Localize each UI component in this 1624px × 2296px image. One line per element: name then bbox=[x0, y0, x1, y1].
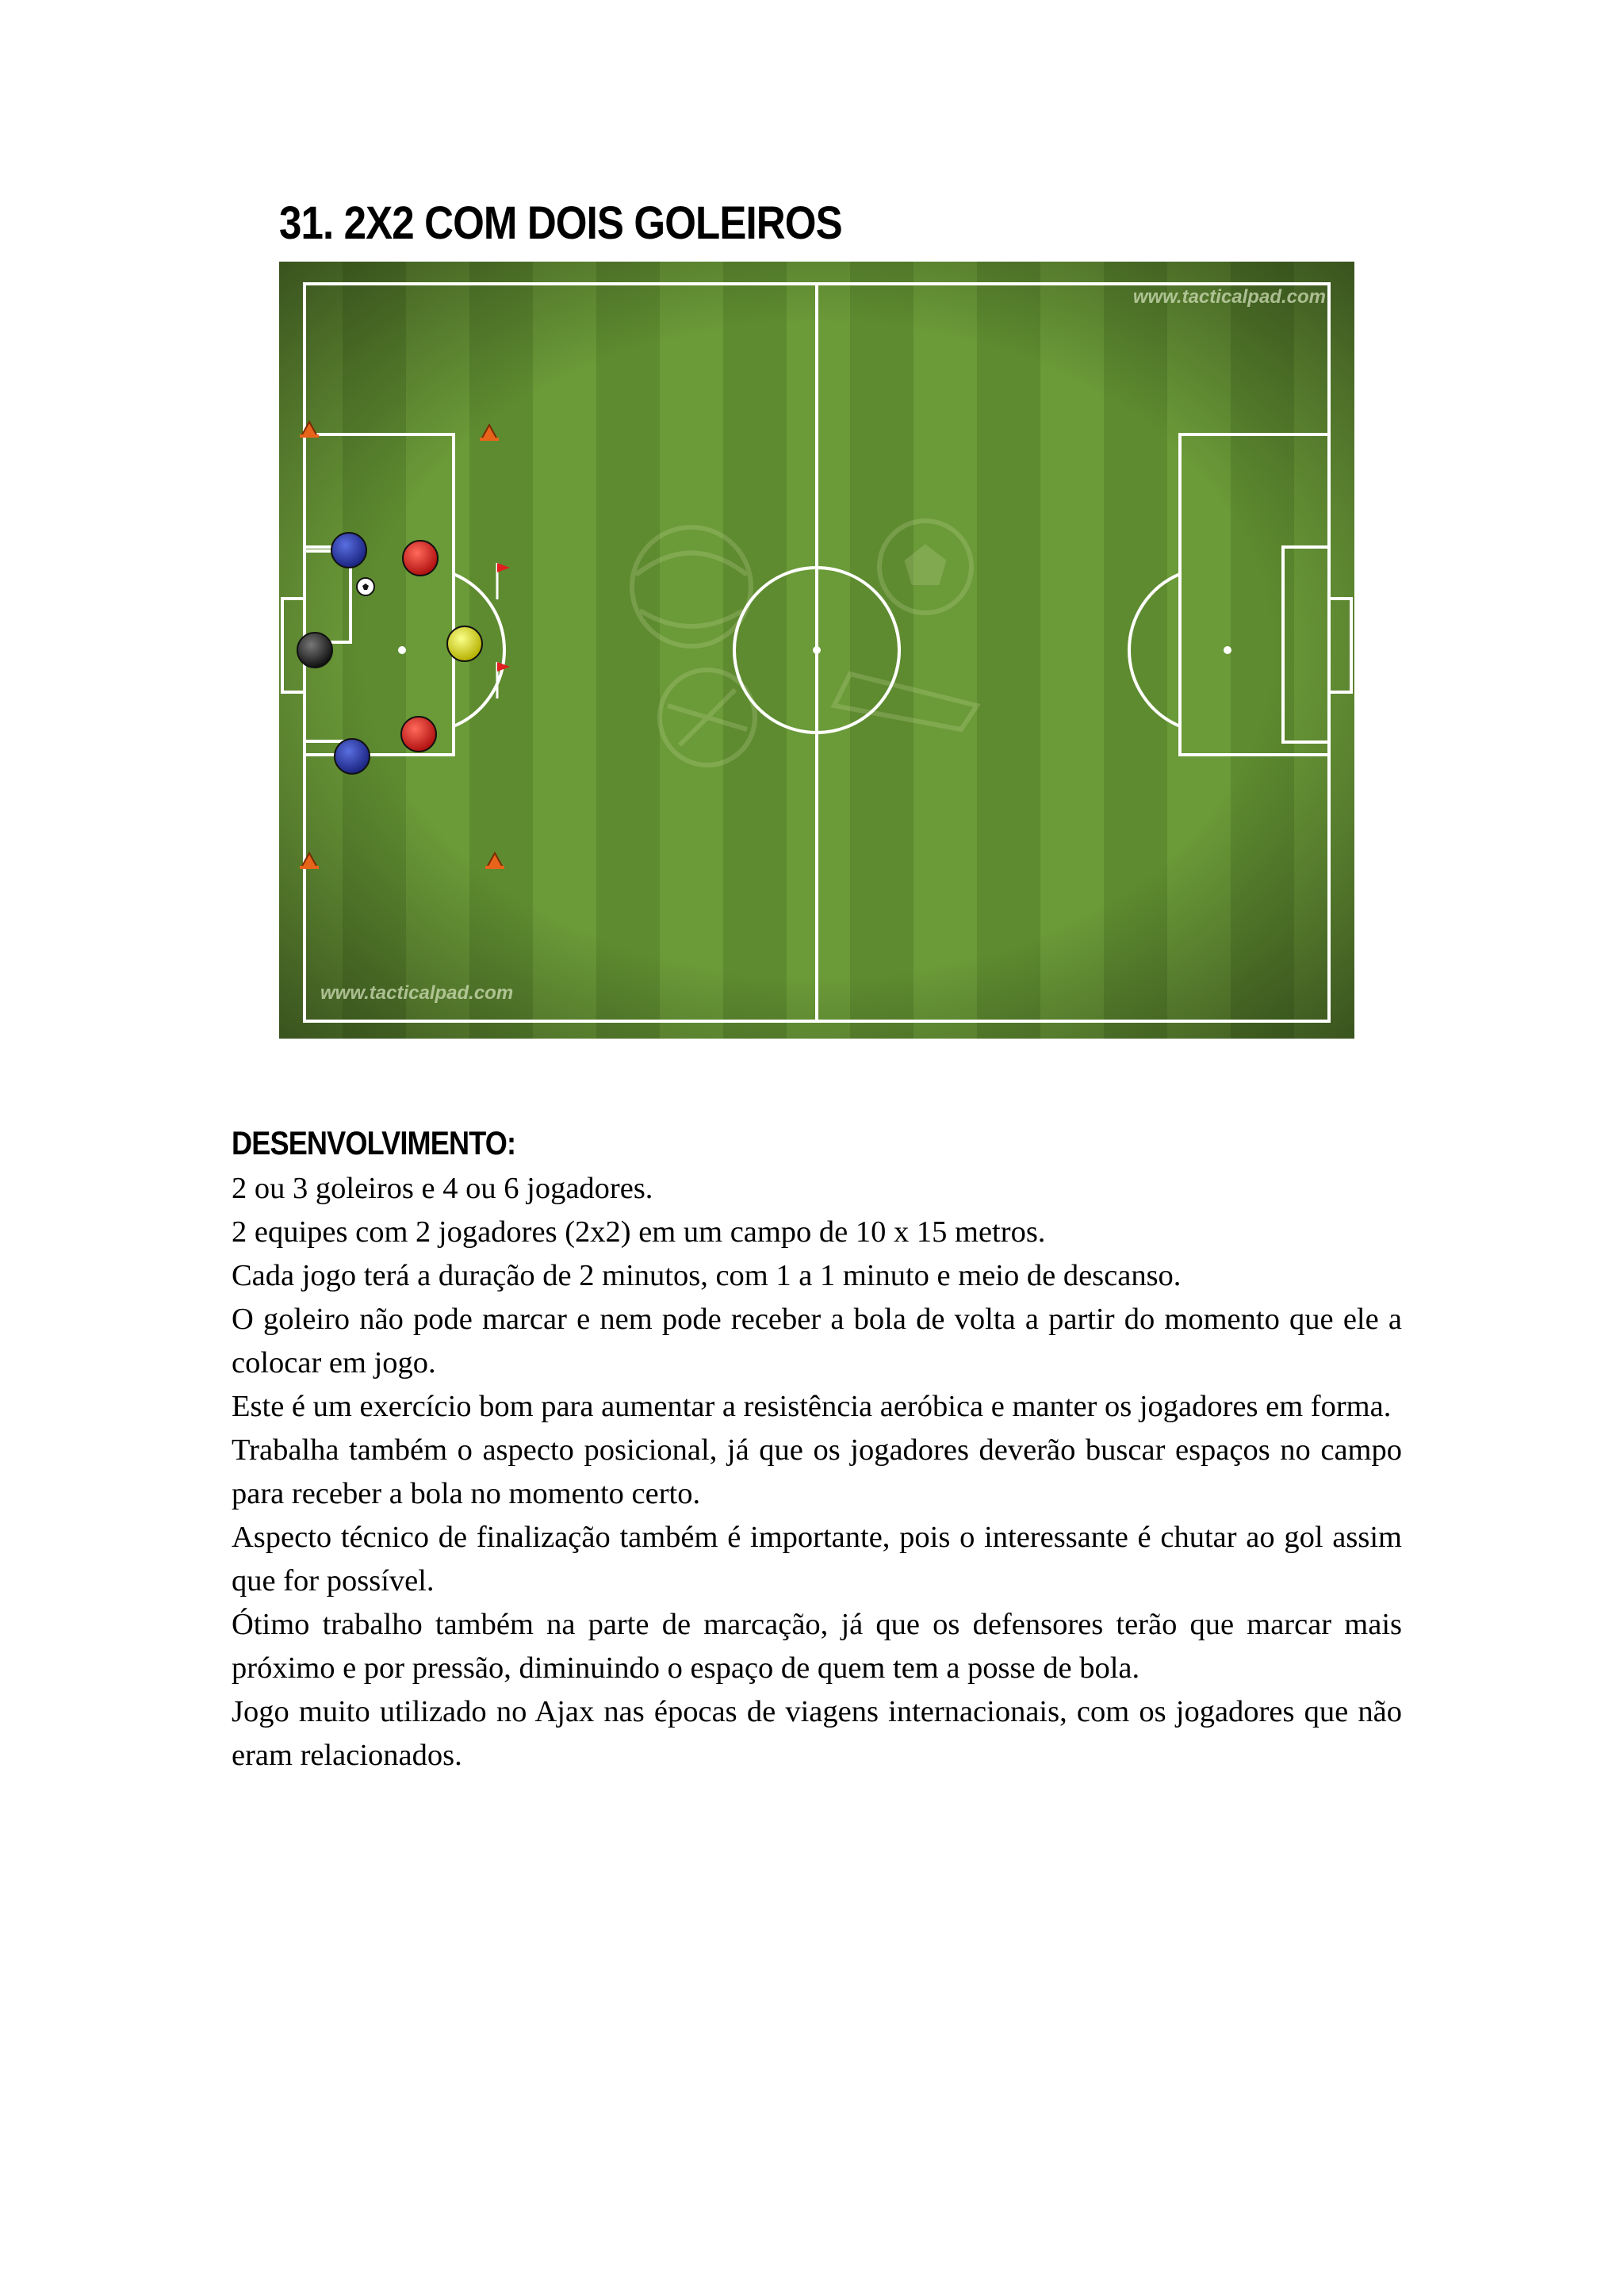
paragraph: Este é um exercício bom para aumentar a resistência aeróbica e manter os jogadores em forma. bbox=[232, 1390, 1392, 1423]
right-penalty-spot bbox=[1224, 646, 1231, 654]
player-red-2 bbox=[401, 717, 436, 752]
left-penalty-spot bbox=[398, 646, 406, 654]
player-red-1 bbox=[403, 541, 438, 576]
player-blue-1 bbox=[331, 533, 366, 568]
paragraph: 2 ou 3 goleiros e 4 ou 6 jogadores. bbox=[232, 1172, 653, 1205]
paragraph: Ótimo trabalho também na parte de marcação, já que os defensores terão que marcar mais próximo e por pressão, diminuindo o espaço de quem tem a posse de bola. bbox=[232, 1608, 1402, 1685]
watermark-top: www.tacticalpad.com bbox=[1132, 286, 1326, 308]
ball-icon bbox=[357, 578, 374, 595]
paragraph: Cada jogo terá a duração de 2 minutos, com 1 a 1 minuto e meio de descanso. bbox=[232, 1259, 1182, 1292]
player-blue-2 bbox=[335, 739, 370, 774]
watermark-bottom: www.tacticalpad.com bbox=[320, 982, 514, 1004]
pitch-svg bbox=[279, 262, 1354, 1039]
page-title: 31. 2X2 COM DOIS GOLEIROS bbox=[279, 197, 842, 249]
paragraph: Jogo muito utilizado no Ajax nas épocas de viagens internacionais, com os jogadores que não eram relacionados. bbox=[232, 1695, 1402, 1772]
paragraph: O goleiro não pode marcar e nem pode receber a bola de volta a partir do momento que ele a colocar em jogo. bbox=[232, 1303, 1402, 1380]
goalkeeper-yellow bbox=[447, 626, 482, 661]
paragraph: 2 equipes com 2 jogadores (2x2) em um campo de 10 x 15 metros. bbox=[232, 1215, 1046, 1249]
pitch-diagram bbox=[279, 262, 1354, 1039]
center-spot bbox=[813, 646, 821, 654]
goalkeeper-black bbox=[297, 633, 332, 668]
paragraph: Aspecto técnico de finalização também é importante, pois o interessante é chutar ao gol assim que for possível. bbox=[232, 1521, 1402, 1598]
paragraph: Trabalha também o aspecto posicional, já que os jogadores deverão buscar espaços no campo para receber a bola no momento certo. bbox=[232, 1433, 1402, 1510]
section-heading: DESENVOLVIMENTO: bbox=[232, 1124, 516, 1161]
description-body bbox=[232, 1167, 1402, 1777]
